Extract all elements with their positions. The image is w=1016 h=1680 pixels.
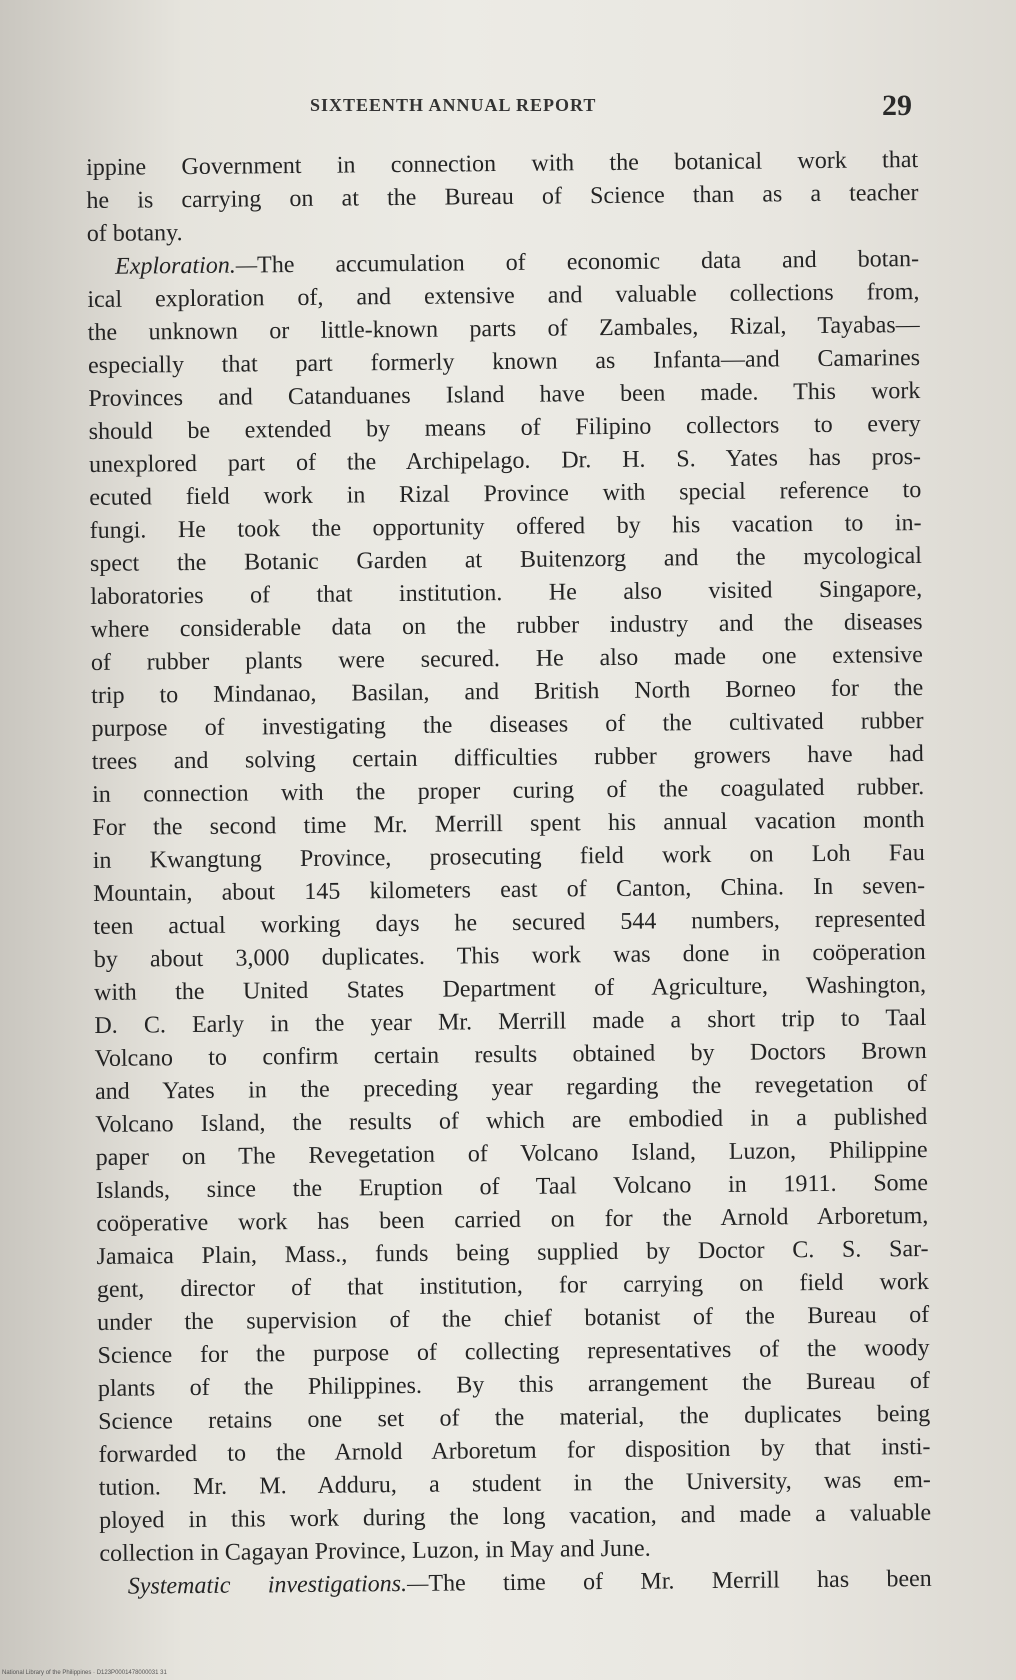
text-line: he is carrying on at the Bureau of Science than as a teacher <box>86 180 919 214</box>
page-header <box>0 89 1016 135</box>
text-line: Volcano Island, the results of which are embodied in a published <box>95 1103 928 1138</box>
text-line: Mountain, about 145 kilometers east of Canton, China. In seven- <box>92 872 926 907</box>
text-line: with the United States Department of Agriculture, Washington, <box>93 971 927 1006</box>
text-line: For the second time Mr. Merrill spent his annual vacation month <box>92 806 925 841</box>
text-line: ical exploration of, and extensive and valuable collections from, <box>87 279 920 313</box>
text-line: ployed in this work during the long vacation, and made a valuable <box>99 1499 932 1534</box>
text-line: Volcano to confirm certain results obtained by Doctors Brown <box>94 1037 927 1072</box>
page-number: 29 <box>882 89 912 122</box>
text-line: The accumulation of economic data and botan- <box>256 246 920 279</box>
text-line: purpose of investigating the diseases of the cultivated rubber <box>91 707 924 742</box>
text-line: in connection with the proper curing of the coagulated rubber. <box>92 773 925 808</box>
text-line: fungi. He took the opportunity offered by his vacation to in- <box>89 509 922 544</box>
text-line: in Kwangtung Province, prosecuting field work on Loh Fau <box>92 839 925 874</box>
text-line: collection in Cagayan Province, Luzon, in May and June. <box>99 1535 651 1567</box>
text-line: trees and solving certain difficulties rubber growers have had <box>91 740 924 775</box>
text-line: plants of the Philippines. By this arrangement the Bureau of <box>97 1367 930 1402</box>
text-line: of rubber plants were secured. He also made one extensive <box>90 641 923 676</box>
text-line: under the supervision of the chief botanist of the Bureau of <box>97 1301 930 1336</box>
text-line: especially that part formerly known as Infanta—and Camarines <box>87 345 921 379</box>
text-line: and Yates in the preceding year regarding the revegetation of <box>94 1070 928 1105</box>
text-line: paper on The Revegetation of Volcano Island, Luzon, Philippine <box>95 1136 928 1171</box>
paragraph-systematic-start <box>100 1563 932 1604</box>
text-line: Science for the purpose of collecting representatives of the woody <box>97 1334 930 1369</box>
text-line: ippine Government in connection with the botanical work that <box>86 147 919 181</box>
text-line: teen actual working days he secured 544 numbers, represented <box>93 905 926 940</box>
scan-credit: National Library of the Philippines · D123P0001478000031 31 <box>2 1670 167 1676</box>
text-line: where considerable data on the rubber industry and the diseases <box>90 608 923 643</box>
text-line: spect the Botanic Garden at Buitenzorg and the mycological <box>89 542 923 577</box>
text-line: laboratories of that institution. He also visited Singapore, <box>90 575 923 610</box>
exploration-heading: Exploration.— <box>114 252 258 280</box>
text-line: tution. Mr. M. Adduru, a student in the University, was em- <box>98 1466 931 1501</box>
text-line: of botany. <box>86 220 183 247</box>
text-line: The time of Mr. Merrill has been <box>428 1565 932 1597</box>
text-line: Science retains one set of the material, the duplicates being <box>98 1400 931 1435</box>
text-line: forwarded to the Arnold Arboretum for disposition by that insti- <box>98 1433 931 1468</box>
text-line: trip to Mindanao, Basilan, and British North Borneo for the <box>91 674 924 709</box>
text-line: unexplored part of the Archipelago. Dr. H. S. Yates has pros- <box>88 443 922 478</box>
text-line: should be extended by means of Filipino collectors to every <box>88 411 921 445</box>
text-line: by about 3,000 duplicates. This work was done in coöperation <box>93 938 926 973</box>
text-line: Provinces and Catanduanes Island have been made. This work <box>88 378 921 412</box>
text-line: ecuted field work in Rizal Province with special reference to <box>89 476 922 511</box>
text-line: D. C. Early in the year Mr. Merrill made a short trip to Taal <box>94 1004 927 1039</box>
body-text <box>86 144 932 1604</box>
text-line: Jamaica Plain, Mass., funds being supplied by Doctor C. S. Sar- <box>96 1235 929 1270</box>
systematic-heading: Systematic investigations.— <box>127 1570 429 1600</box>
text-line: coöperative work has been carried on for the Arnold Arboretum, <box>96 1202 929 1237</box>
text-line: the unknown or little-known parts of Zambales, Rizal, Tayabas— <box>87 312 920 346</box>
running-title: SIXTEENTH ANNUAL REPORT <box>310 95 597 115</box>
text-line: gent, director of that institution, for carrying on field work <box>96 1268 930 1303</box>
text-line: Islands, since the Eruption of Taal Volcano in 1911. Some <box>95 1169 929 1204</box>
